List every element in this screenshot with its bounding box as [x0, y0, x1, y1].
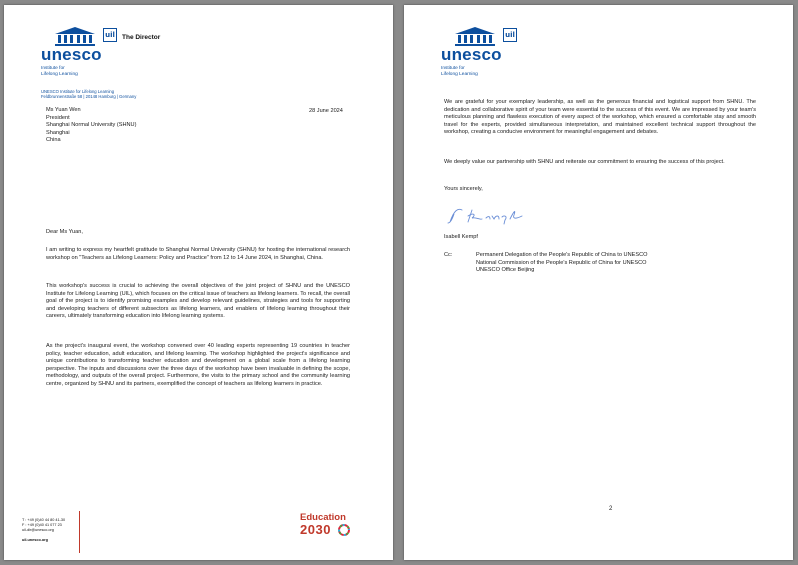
unesco-wordmark: unesco — [441, 45, 502, 64]
handwritten-signature — [444, 206, 534, 226]
cc-label: Cc: — [444, 252, 453, 258]
recipient-line: China — [46, 137, 61, 144]
footer-phone: T : +49 (0)40 44 80 41-30 — [22, 518, 66, 522]
recipient-line: Shanghai Normal University (SHNU) — [46, 122, 137, 129]
letter-page-2 — [404, 5, 793, 560]
unesco-wordmark: unesco — [41, 45, 102, 64]
salutation: Dear Ms Yuan, — [46, 229, 83, 235]
uil-logo-box: uil — [103, 28, 117, 42]
unesco-temple-icon — [453, 26, 497, 46]
cc-item: National Commission of the People's Republic of China for UNESCO — [476, 259, 647, 266]
cc-item: Permanent Delegation of the People's Republic of China to UNESCO — [476, 252, 648, 258]
paragraph: We deeply value our partnership with SHNU and reiterate our commitment to ensuring the success of this project. — [444, 159, 725, 165]
institute-line-2: Lifelong Learning — [41, 72, 78, 77]
page-number: 2 — [609, 506, 613, 512]
closing: Yours sincerely, — [444, 186, 483, 192]
letter-heading: The Director — [122, 34, 161, 41]
paragraph: I am writing to express my heartfelt gratitude to Shanghai Normal University (SHNU) for hosting the international research workshop on "Teachers as Lifelong Learners: Policy and Practice" from 12 to 14 June 2024, in Shanghai, China. — [46, 247, 350, 261]
letter-page-1 — [4, 5, 393, 560]
institute-line-1: Institute for — [441, 66, 465, 71]
recipient-line: Shanghai — [46, 129, 70, 136]
institute-name — [441, 66, 521, 78]
institute-line-2: Lifelong Learning — [441, 72, 478, 77]
cc-item: UNESCO Office Beijing — [476, 267, 535, 274]
cc-list — [476, 252, 647, 275]
institute-line-1: Institute for — [41, 66, 65, 71]
education-year: 2030 — [300, 522, 331, 537]
institute-name — [41, 66, 121, 78]
footer-divider — [79, 511, 80, 553]
paragraph: As the project's inaugural event, the workshop convened over 40 leading experts representing 19 countries in teacher policy, teacher education, adult education, and lifelong learning. The workshop highlighted the project's significance and unique contributions to transforming teacher education and development on a global scale from a lifelong learning perspective. The inputs and discussions over the three days of the workshop have been invaluable in defining the scope, methodology, and outputs of the overall project. Furthermore, the visits to the primary school and the community learning centre, organized by SHNU and its partners, exemplified the concept of teachers as lifelong learners in practice. — [46, 343, 350, 387]
unesco-temple-icon — [53, 26, 97, 46]
footer-email[interactable]: uil-dir@unesco.org — [22, 528, 54, 532]
recipient-line: President — [46, 114, 70, 121]
paragraph: We are grateful for your exemplary leadership, as well as the generous financial and logistical support from SHNU. The dedication and collaborative spirit of your team were essential to the success of this event. We are impressed by your team's meticulous planning and flawless execution of every aspect of the workshop, which ensured a comfortable stay and smooth travel for the experts, provided simultaneous interpretation, and maintained excellent technical support throughout the workshop, creating a conducive environment for meaningful engagement and debates. — [444, 99, 756, 136]
recipient-address — [46, 107, 350, 145]
sdg-wheel-icon — [338, 524, 350, 536]
sender-address-line-2: Feldbrunnenstraße 58 | 20148 Hamburg | Germany — [41, 94, 137, 99]
uil-logo-box: uil — [503, 28, 517, 42]
signatory-name: Isabell Kempf — [444, 234, 478, 240]
paragraph: This workshop's success is crucial to achieving the overall objectives of the joint project of SHNU and the UNESCO Institute for Lifelong Learning (UIL), which focuses on the critical issue of teachers as lifelong learners. To recall, the overall goal of the project is to identify promising examples and develop relevant guidelines, strategies and tools for supporting and developing teachers of different subsectors as lifelong learners, and enablers of lifelong learning throughout their careers, ultimately transforming education into lifelong learning systems. — [46, 283, 350, 320]
recipient-line: Ms Yuan Wen — [46, 107, 81, 113]
sender-address-line-1: UNESCO Institute for Lifelong Learning — [41, 89, 115, 94]
footer-contact — [22, 518, 82, 543]
education-2030-logo — [300, 512, 360, 542]
education-word: Education — [300, 512, 346, 523]
footer-website[interactable]: uil.unesco.org — [22, 538, 48, 542]
footer-fax: F : +49 (0)40 41 077 23 — [22, 523, 62, 527]
letter-date: 28 June 2024 — [309, 108, 343, 114]
